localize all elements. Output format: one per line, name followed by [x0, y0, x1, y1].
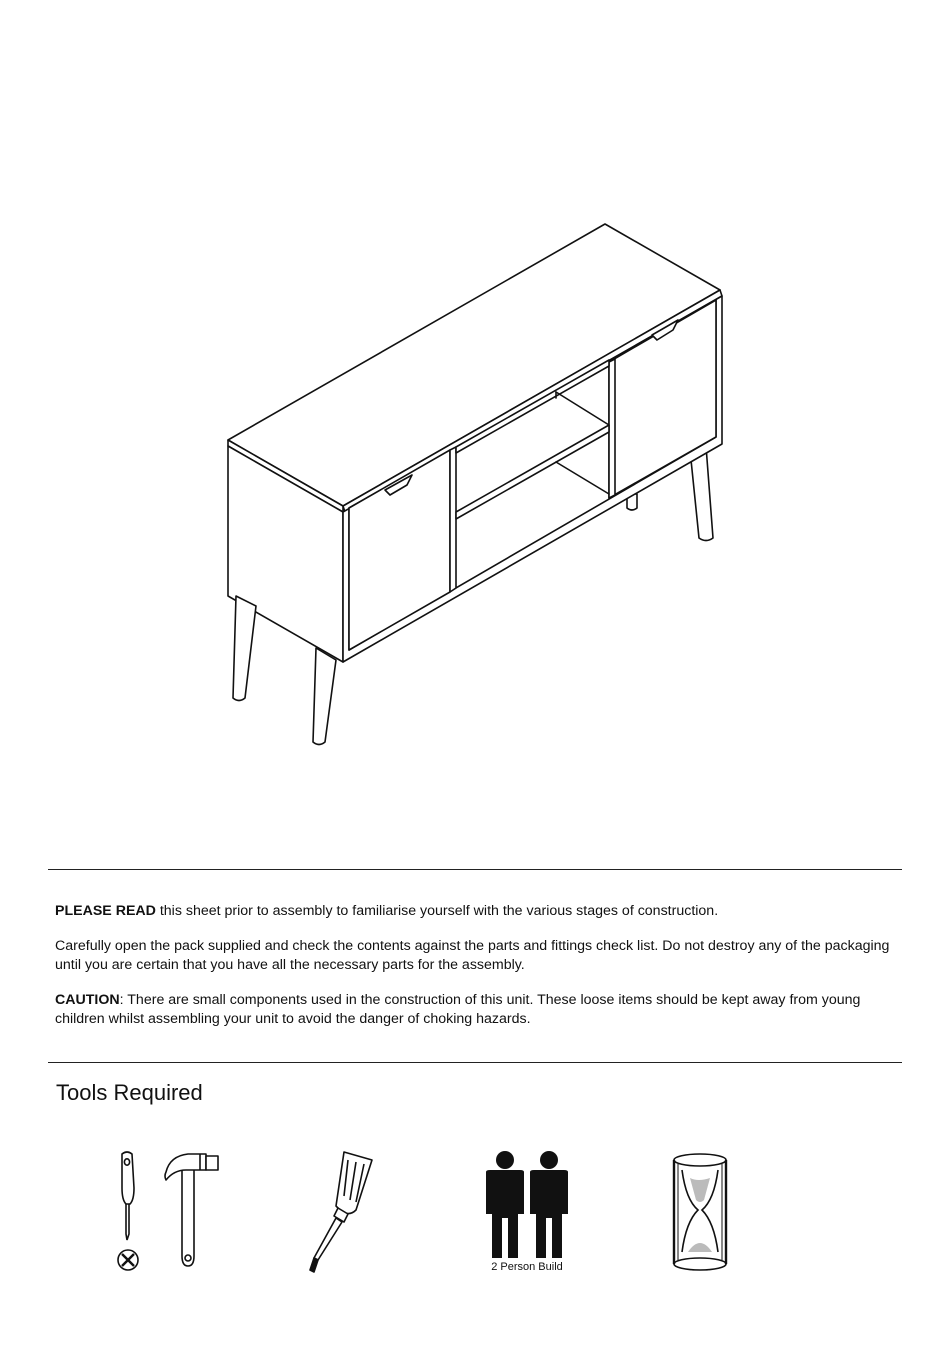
please-read-label: PLEASE READ	[55, 903, 156, 919]
hammer-icon	[160, 1150, 224, 1272]
flathead-screwdriver-icon	[300, 1148, 380, 1276]
please-read-note	[55, 902, 905, 921]
leg-front-left	[233, 596, 256, 701]
leg-front-right	[313, 648, 336, 745]
phillips-screwdriver-icon	[108, 1148, 148, 1276]
divider-bottom	[48, 1062, 902, 1063]
hourglass-icon	[664, 1148, 736, 1276]
assembly-notes	[55, 902, 905, 1045]
please-read-text: this sheet prior to assembly to familiarise yourself with the various stages of construction.	[155, 903, 719, 919]
caution-text: : There are small components used in the construction of this unit. These loose items should be kept away from young children whilst assembling your unit to avoid the danger of choking hazards.	[55, 992, 861, 1027]
tv-unit-illustration	[180, 200, 760, 770]
two-person-icon	[482, 1150, 574, 1260]
caution-note	[55, 991, 905, 1029]
tools-required-heading: Tools Required	[56, 1080, 203, 1105]
divider-top	[48, 869, 902, 870]
caution-label: CAUTION	[55, 992, 120, 1008]
check-contents-note: Carefully open the pack supplied and check the contents against the parts and fittings check list. Do not destroy any of the packaging until you are certain that you have all the necessary parts for the assembly.	[55, 938, 890, 973]
two-person-caption: 2 Person Build	[491, 1261, 563, 1273]
